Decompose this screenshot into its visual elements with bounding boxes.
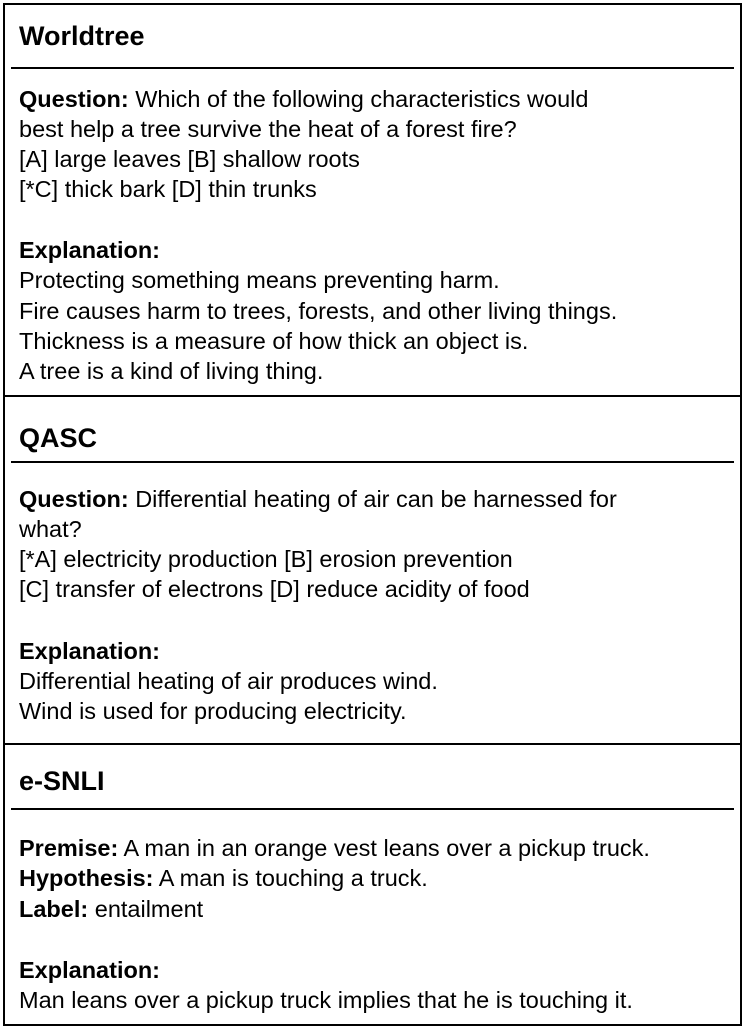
- section-title-worldtree: Worldtree: [19, 21, 145, 51]
- explanation-label: Explanation:: [19, 638, 161, 664]
- explanation-line: Man leans over a pickup truck implies that he is touching it.: [19, 987, 633, 1013]
- hypothesis-label: Hypothesis:: [19, 865, 154, 891]
- options-line: [*C] thick bark [D] thin trunks: [19, 176, 317, 202]
- hypothesis-line: [19, 863, 734, 893]
- examples-table: [3, 3, 742, 1026]
- options-line: [*A] electricity production [B] erosion prevention: [19, 546, 513, 572]
- question-continuation: what?: [19, 516, 82, 542]
- explanation-line: Differential heating of air produces wind.: [19, 668, 438, 694]
- title-divider: [11, 808, 734, 810]
- question-label: Question:: [19, 86, 129, 112]
- question-continuation: best help a tree survive the heat of a forest fire?: [19, 116, 517, 142]
- label-value: entailment: [94, 896, 204, 922]
- section-divider: [5, 743, 740, 745]
- section-divider: [5, 395, 740, 397]
- label-label: Label:: [19, 896, 89, 922]
- question-line: [19, 84, 734, 114]
- explanation-line: A tree is a kind of living thing.: [19, 358, 324, 384]
- explanation-label: Explanation:: [19, 237, 161, 263]
- explanation-line: Thickness is a measure of how thick an object is.: [19, 328, 529, 354]
- question-text: Which of the following characteristics would: [135, 86, 589, 112]
- options-line: [C] transfer of electrons [D] reduce acidity of food: [19, 576, 530, 602]
- hypothesis-text: A man is touching a truck.: [158, 865, 428, 891]
- section-title-qasc: QASC: [19, 423, 98, 453]
- options-line: [A] large leaves [B] shallow roots: [19, 146, 360, 172]
- label-line: [19, 894, 734, 924]
- title-divider: [11, 67, 734, 69]
- premise-line: [19, 833, 734, 863]
- explanation-label: Explanation:: [19, 957, 161, 983]
- question-line: [19, 484, 734, 514]
- explanation-line: Fire causes harm to trees, forests, and other living things.: [19, 298, 618, 324]
- question-label: Question:: [19, 486, 129, 512]
- explanation-line: Wind is used for producing electricity.: [19, 698, 407, 724]
- premise-label: Premise:: [19, 835, 119, 861]
- explanation-line: Protecting something means preventing harm.: [19, 267, 500, 293]
- title-divider: [11, 461, 734, 463]
- section-title-esnli: e-SNLI: [19, 766, 105, 796]
- premise-text: A man in an orange vest leans over a pickup truck.: [123, 835, 650, 861]
- question-text: Differential heating of air can be harnessed for: [135, 486, 617, 512]
